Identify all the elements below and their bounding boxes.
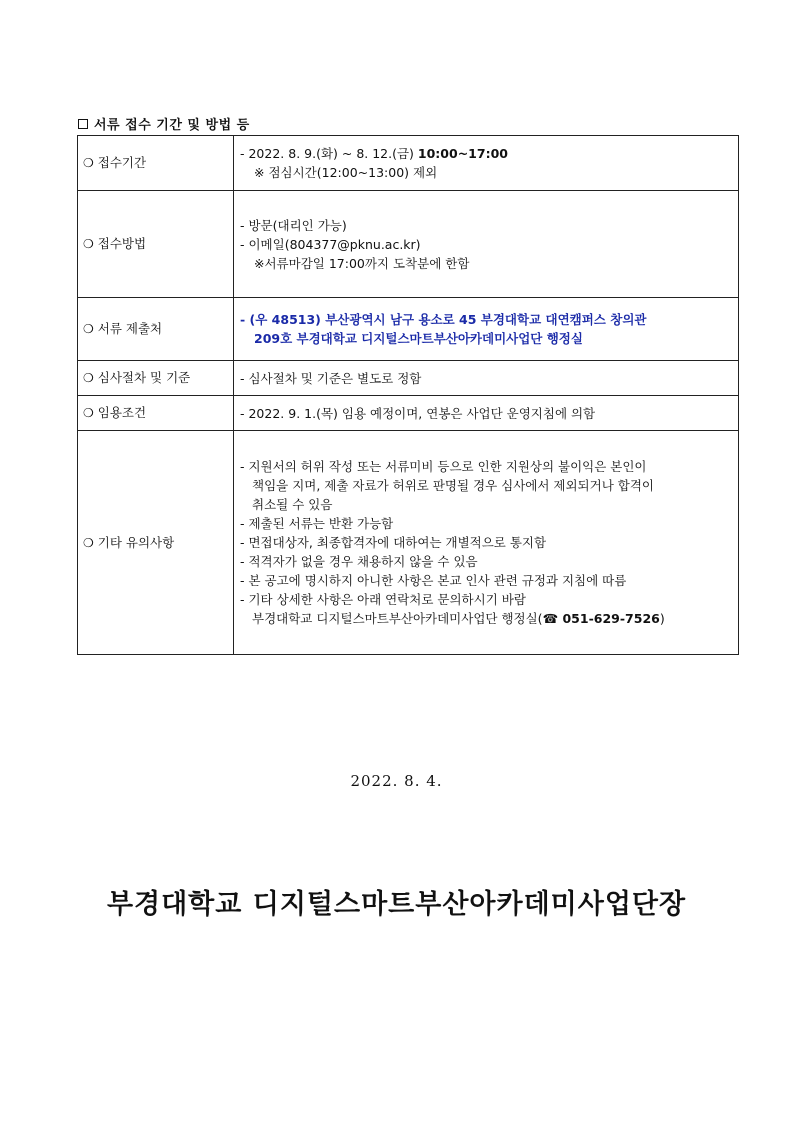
circle-bullet-icon: ❍ <box>83 371 94 385</box>
row-label: 심사절차 및 기준 <box>97 370 191 385</box>
content-line: 취소될 수 있음 <box>252 497 333 512</box>
content-line <box>240 609 732 628</box>
circle-bullet-icon: ❍ <box>83 156 94 170</box>
phone-number: ☎ 051-629-7526 <box>542 611 660 626</box>
row-content-cell <box>234 136 739 191</box>
content-line: 책임을 지며, 제출 자료가 허위로 판명될 경우 심사에서 제외되거나 합격이 <box>252 478 654 493</box>
content-line: - 본 공고에 명시하지 아니한 사항은 본교 인사 관련 규정과 지침에 따름 <box>240 573 627 588</box>
content-text: ) <box>659 611 665 626</box>
row-label: 접수방법 <box>97 236 147 251</box>
table-row-appointment <box>78 396 739 431</box>
content-text: - 2022. 8. 9.(화) ~ 8. 12.(금) <box>240 146 418 161</box>
row-label-cell <box>78 191 234 298</box>
section-title-text: 서류 접수 기간 및 방법 등 <box>94 118 250 133</box>
table-row-method <box>78 191 739 298</box>
section-title <box>78 114 250 133</box>
content-line <box>240 144 732 163</box>
table-row-review <box>78 361 739 396</box>
content-line: ※서류마감일 17:00까지 도착분에 한함 <box>254 255 470 271</box>
table-row-notes <box>78 431 739 655</box>
issuer-signature: 부경대학교 디지털스마트부산아카데미사업단장 <box>106 889 687 920</box>
row-content-cell <box>234 431 739 655</box>
checkbox-square-icon <box>78 119 88 129</box>
row-label: 접수기간 <box>97 155 147 170</box>
content-line: 209호 부경대학교 디지털스마트부산아카데미사업단 행정실 <box>254 331 583 346</box>
content-line: - 방문(대리인 가능) <box>240 217 347 233</box>
row-label-cell <box>78 298 234 361</box>
content-line: - 2022. 9. 1.(목) 임용 예정이며, 연봉은 사업단 운영지침에 의함 <box>240 405 596 421</box>
row-label: 기타 유의사항 <box>97 534 175 550</box>
content-line: - 면접대상자, 최종합격자에 대하여는 개별적으로 통지함 <box>240 535 547 550</box>
row-content-cell <box>234 396 739 431</box>
circle-bullet-icon: ❍ <box>83 535 94 550</box>
circle-bullet-icon: ❍ <box>83 322 94 336</box>
row-label: 서류 제출처 <box>97 321 163 336</box>
content-line: - 기타 상세한 사항은 아래 연락처로 문의하시기 바람 <box>240 592 526 607</box>
content-line: - 적격자가 없을 경우 채용하지 않을 수 있음 <box>240 554 478 569</box>
table-row-period <box>78 136 739 191</box>
circle-bullet-icon: ❍ <box>83 406 94 420</box>
announcement-date: 2022. 8. 4. <box>350 772 443 790</box>
row-content-cell <box>234 191 739 298</box>
circle-bullet-icon: ❍ <box>83 237 94 251</box>
row-content-cell <box>234 361 739 396</box>
content-line: - 제출된 서류는 반환 가능함 <box>240 516 394 531</box>
row-label-cell <box>78 396 234 431</box>
content-text: 부경대학교 디지털스마트부산아카데미사업단 행정실( <box>252 611 543 626</box>
content-line: ※ 점심시간(12:00~13:00) 제외 <box>254 165 438 180</box>
content-line: - (우 48513) 부산광역시 남구 용소로 45 부경대학교 대연캠퍼스 창의관 <box>240 312 647 327</box>
row-label-cell <box>78 361 234 396</box>
row-label-cell <box>78 431 234 655</box>
row-label: 임용조건 <box>97 405 147 420</box>
content-line: - 이메일(804377@pknu.ac.kr) <box>240 236 421 252</box>
row-content-cell <box>234 298 739 361</box>
content-bold-text: 10:00~17:00 <box>417 146 508 161</box>
application-info-table <box>77 135 739 655</box>
content-line: - 지원서의 허위 작성 또는 서류미비 등으로 인한 지원상의 불이익은 본인이 <box>240 459 647 474</box>
content-line: - 심사절차 및 기준은 별도로 정함 <box>240 370 422 386</box>
table-row-submission-place <box>78 298 739 361</box>
row-label-cell <box>78 136 234 191</box>
